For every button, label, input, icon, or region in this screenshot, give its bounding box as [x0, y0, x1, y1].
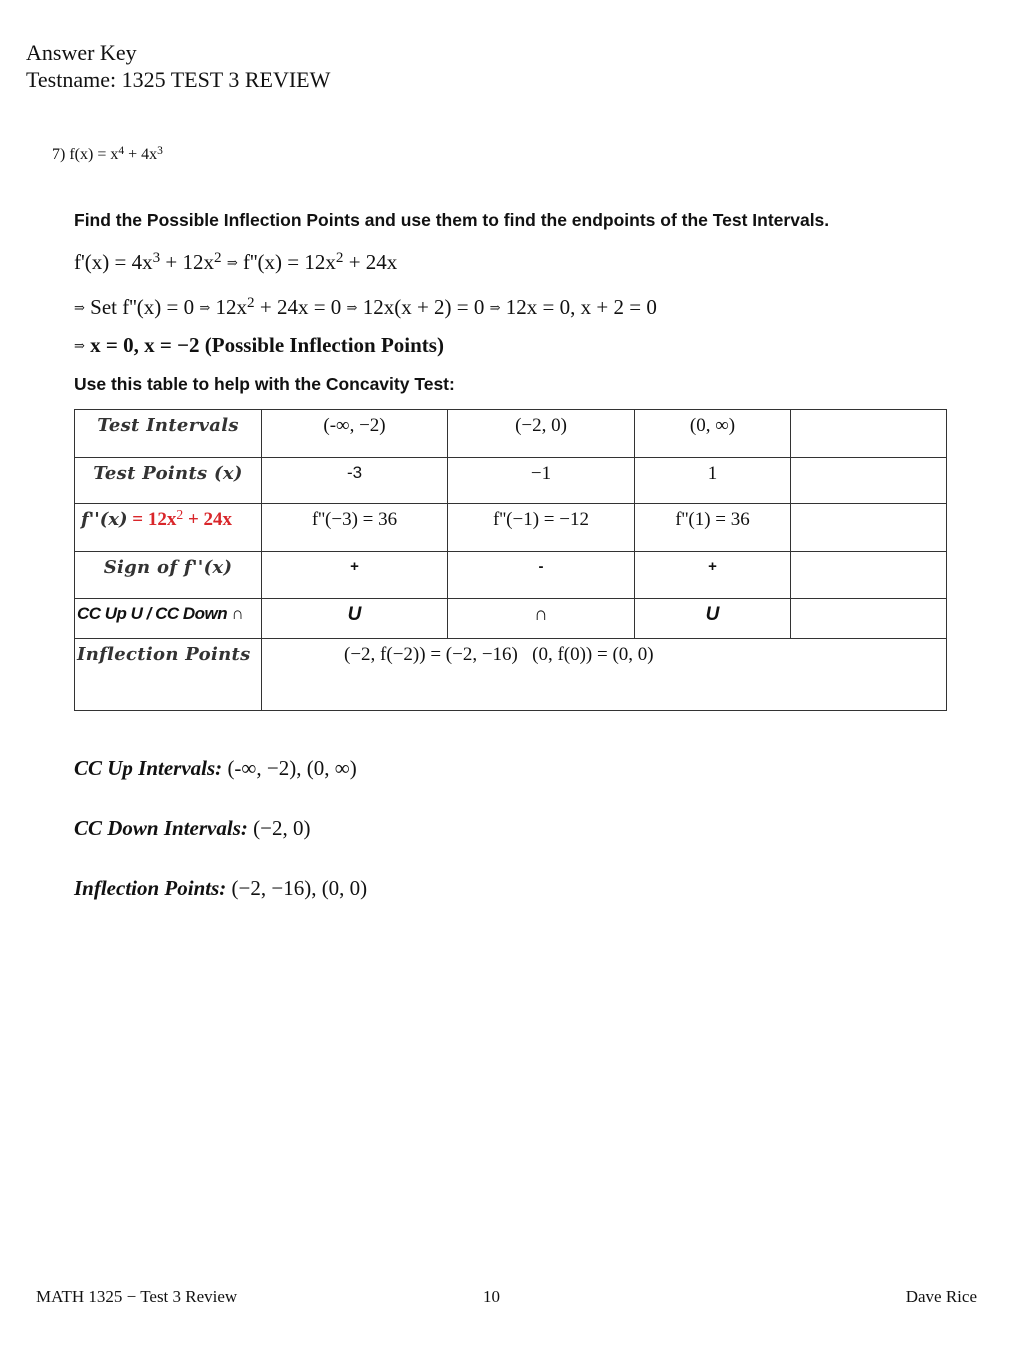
cell-sign: - [448, 552, 635, 599]
cell-empty [791, 504, 947, 552]
cell-empty [791, 599, 947, 639]
cell-fpp-value: f''(1) = 36 [635, 504, 791, 552]
problem-statement: 7) $f(x) = x^4 + 4x^3$ [52, 144, 163, 163]
row-inflection [75, 639, 947, 711]
cell-interval: (−2, 0) [448, 410, 635, 458]
label-inflection: Inflection Points [75, 639, 262, 711]
cell-empty [791, 458, 947, 504]
derivative-line: $f'(x) = 4x^3 + 12x^2$ ⇒ $f''(x) = 12x^2 + 24x$ [74, 250, 398, 274]
cell-empty [791, 552, 947, 599]
label-sign: Sign of f''(x) [75, 552, 262, 599]
cell-fpp-value: f''(−1) = −12 [448, 504, 635, 552]
cell-inflection-values [262, 639, 947, 711]
instruction-table: Use this table to help with the Concavity Test: [74, 374, 455, 394]
footer-author: Dave Rice [905, 1287, 977, 1306]
cell-fpp-value: f''(−3) = 36 [262, 504, 448, 552]
cell-point: 1 [635, 458, 791, 504]
cell-interval: (0, ∞) [635, 410, 791, 458]
label-concavity: CC Up U / CC Down ∩ [75, 599, 262, 639]
cc-down-summary: CC Down Intervals: (−2, 0) [74, 816, 311, 840]
label-second-derivative: $f''(x) = 12x^2 + 24x$ [75, 504, 262, 552]
label-test-points: Test Points (x) [75, 458, 262, 504]
cell-concavity: U [635, 599, 791, 639]
answer-key-title: Answer Key [26, 40, 137, 65]
row-test-intervals [75, 410, 947, 458]
cell-point: −1 [448, 458, 635, 504]
cell-concavity: ∩ [448, 599, 635, 639]
inflection-summary: Inflection Points: (−2, −16), (0, 0) [74, 876, 368, 900]
inflection-value-1: (−2, f(−2)) = (−2, −16) [344, 644, 518, 665]
row-test-points [75, 458, 947, 504]
set-zero-line: ⇒ Set f''(x) = 0 ⇒ $12x^2 + 24x = 0$ ⇒ 12x(x + 2) = 0 ⇒ 12x = 0, x + 2 = 0 [74, 295, 657, 319]
cell-empty [791, 410, 947, 458]
testname: Testname: 1325 TEST 3 REVIEW [26, 67, 331, 92]
cell-sign: + [262, 552, 448, 599]
row-sign [75, 552, 947, 599]
cc-up-summary: CC Up Intervals: (-∞, −2), (0, ∞) [74, 756, 357, 780]
label-test-intervals: Test Intervals [75, 410, 262, 458]
cell-concavity: U [262, 599, 448, 639]
footer-course: MATH 1325 − Test 3 Review [36, 1287, 238, 1306]
page-number: 10 [483, 1287, 500, 1306]
possible-inflection-line: ⇒ x = 0, x = −2 (Possible Inflection Points) [74, 333, 444, 357]
instruction-find: Find the Possible Inflection Points and use them to find the endpoints of the Test Intervals. [74, 210, 830, 230]
inflection-value-2: (0, f(0)) = (0, 0) [532, 644, 654, 665]
concavity-table [74, 409, 947, 711]
row-concavity [75, 599, 947, 639]
cell-point: -3 [262, 458, 448, 504]
cell-interval: (-∞, −2) [262, 410, 448, 458]
cell-sign: + [635, 552, 791, 599]
row-second-derivative [75, 504, 947, 552]
